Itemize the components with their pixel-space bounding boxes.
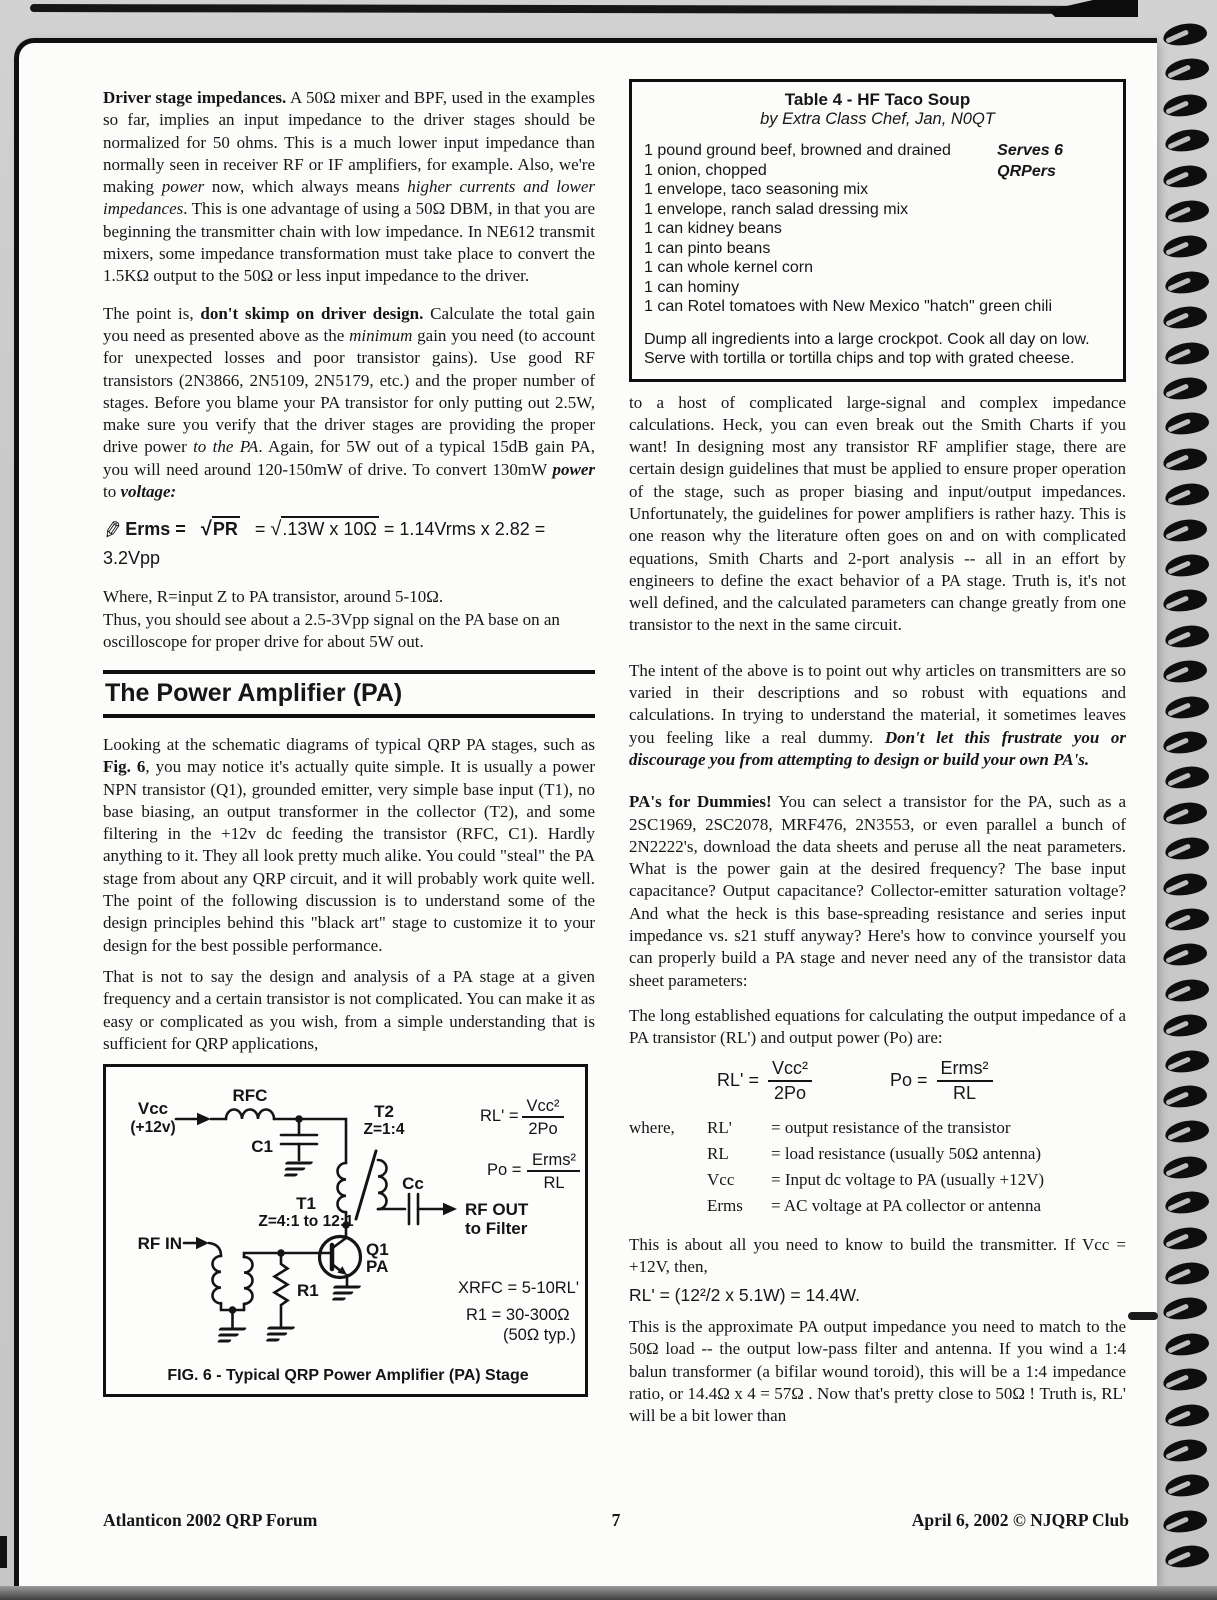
binding-hole: [1162, 375, 1208, 401]
text-run: Where, R=input Z to PA transistor, around 5-10Ω.: [103, 587, 444, 607]
text-run: Calculate the total gain you need as presented above as the: [103, 303, 595, 345]
binding-hole: [1164, 411, 1210, 437]
paragraph-approximate-impedance: This is the approximate PA output impedance you need to match to the 50Ω load -- the output low-pass filter and antenna. If you wind a 1:4 balun transformer (a bifilar wound toroid), this will be a 1:4 impedance ratio, or 14.4Ω x 4 = 57Ω . Now that's pretty close to 50Ω ! Truth is, RL' will be a bit lower than: [629, 1317, 1126, 1426]
equation-lhs: Erms =: [125, 519, 186, 540]
text-run: voltage:: [120, 482, 177, 502]
pencil-icon: ✎: [100, 516, 125, 546]
paragraph-looking-at-schematics: [103, 734, 595, 957]
text-run: power: [552, 459, 595, 479]
section-heading-power-amplifier: The Power Amplifier (PA): [103, 679, 595, 718]
r1-value-note: R1 = 30-300Ω: [466, 1306, 570, 1325]
ingredient-row: 1 can whole kernel corn: [644, 259, 813, 276]
where-term: RL': [707, 1117, 732, 1137]
figure-caption: FIG. 6 - Typical QRP Power Amplifier (PA) Stage: [167, 1367, 529, 1385]
cc-label: Cc: [402, 1174, 424, 1194]
spiral-binding: [1150, 0, 1217, 1600]
binding-hole: [1162, 1508, 1208, 1534]
ingredient-row: 1 envelope, ranch salad dressing mix: [644, 200, 909, 218]
text-run: to: [103, 482, 121, 502]
po-equation: [890, 1058, 993, 1104]
scan-edge-left-mark: [0, 1536, 7, 1568]
where-definitions: [629, 1117, 1126, 1217]
po-equation-lhs: Po =: [487, 1161, 522, 1180]
ingredient-row: 1 onion, chopped: [644, 161, 767, 179]
q1-label: Q1: [366, 1240, 389, 1260]
r1-label: R1: [297, 1281, 319, 1301]
po-equation-den: RL: [543, 1174, 565, 1193]
paragraph-where: [103, 586, 595, 653]
rl-prime-equation: [717, 1058, 812, 1104]
fraction: [768, 1058, 812, 1104]
text-run: , you may notice it's actually quite simple. It is usually a power NPN transistor (Q1), grounded emitter, very simple base input (T1), no base biasing, an output transformer in the collector (T2), and some filtering in the +12v dc feeding the transistor (RFC, C1). Hardly anything to it. They all look pretty much alike. You could "steal" the PA stage from about any QRP circuit, and it will probably work quite well. The point of the following discussion is to understand some of the design principles behind this "black art" stage to customize it to your design for the best possible performance.: [103, 757, 596, 955]
serves-line: QRPers: [997, 163, 1056, 180]
binding-hole: [1164, 552, 1210, 578]
binding-hole: [1164, 977, 1210, 1003]
footer-page-number: 7: [611, 1510, 621, 1530]
binding-hole: [1162, 305, 1208, 331]
binding-hole: [1162, 234, 1208, 260]
scan-edge-bottom: [0, 1586, 1217, 1600]
text-run: You can select a transistor for the PA, such as a 2SC1969, 2SC2078, MRF476, 2N3553, or even parallel a bunch of 2N2222's, download the data sheets and peruse all the neat parameters. What is the power gain at the desired frequency? The base input capacitance? Output capacitance? Collector-emitter saturation voltage? And what the heck is this base-spreading resistance and series input impedance vs. s21 stuff anyway? Here's how to convince yourself you can properly build a PA stage and never need any of the transistor data sheet parameters:: [629, 792, 1126, 990]
equation-tail: = 1.14Vrms x 2.82 =: [383, 519, 546, 540]
rl-equation-den: 2Po: [528, 1120, 558, 1139]
rf-in-label: RF IN: [137, 1234, 182, 1254]
text-run: Fig. 6: [103, 757, 146, 777]
binding-hole: [1164, 694, 1210, 720]
fraction: [937, 1058, 993, 1104]
text-run: Looking at the schematic diagrams of typical QRP PA stages, such as: [103, 734, 595, 754]
section-heading-rule: [103, 670, 595, 718]
text-run: higher currents and lower impedances: [103, 177, 595, 219]
ingredient-row: 1 pound ground beef, browned and drained: [644, 142, 951, 159]
binding-hole: [1164, 1544, 1210, 1570]
binding-hole: [1162, 729, 1208, 755]
footer-date-copyright: April 6, 2002 © NJQRP Club: [911, 1510, 1129, 1530]
table-byline: by Extra Class Chef, Jan, N0QT: [760, 109, 995, 128]
binding-hole: [1164, 269, 1210, 295]
page-footer: [103, 1510, 1129, 1531]
binding-hole: [1164, 340, 1210, 366]
figure-6-pa-schematic: [103, 1064, 588, 1397]
right-column: [629, 79, 1126, 1443]
where-definition: = load resistance (usually 50Ω antenna): [771, 1143, 1042, 1163]
paragraph-driver-design: [103, 303, 595, 504]
where-definition: = Input dc voltage to PA (usually +12V): [771, 1169, 1045, 1189]
t2-ratio-label: Z=1:4: [363, 1121, 405, 1139]
rl-prime-calculation: RL' = (12²/2 x 5.1W) = 14.4W.: [629, 1285, 860, 1306]
rfc-label: RFC: [232, 1086, 268, 1106]
binding-hole: [1162, 871, 1208, 897]
denominator: 2Po: [773, 1082, 806, 1103]
ingredient-row: 1 can kidney beans: [644, 220, 782, 237]
t1-ratio-label: Z=4:1 to 12:1: [258, 1213, 354, 1231]
text-run: . Again, for 5W out of a typical 15dB gain PA, you will need around 120-150mW of drive. To convert 130mW: [103, 437, 595, 479]
footer-forum-title: Atlanticon 2002 QRP Forum: [103, 1510, 318, 1530]
text-run: Thus, you should see about a 2.5-3Vpp signal on the PA base on an oscilloscope for proper drive for about 5W out.: [103, 609, 560, 651]
binding-hole: [1162, 1225, 1208, 1251]
binding-hole: [1164, 765, 1210, 791]
binding-hole: [1164, 836, 1210, 862]
c1-label: C1: [251, 1137, 273, 1157]
binding-hole: [1164, 1260, 1210, 1286]
binding-hole: [1162, 1437, 1208, 1463]
text-run: The point is,: [103, 303, 201, 323]
binding-hole: [1162, 1013, 1208, 1039]
scanned-page: [14, 38, 1157, 1593]
schematic-drawing: [106, 1067, 585, 1394]
text-run: now, which always means: [204, 177, 408, 197]
sqrt-symbol: √: [200, 518, 212, 541]
table-instructions: Dump all ingredients into a large crockpot. Cook all day on low. Serve with tortilla or tortilla chips and top with grated cheese.: [644, 330, 1090, 367]
scan-edge-top: [30, 4, 1134, 14]
radicand: .13W x 10Ω: [281, 516, 379, 539]
xrfc-note: XRFC = 5-10RL': [458, 1279, 579, 1298]
where-term: Erms: [707, 1195, 743, 1215]
paragraph-all-you-need: This is about all you need to know to build the transmitter. If Vcc = +12V, then,: [629, 1234, 1126, 1276]
text-run: The intent of the above is to point out why articles on transmitters are so varied in their descriptions and so robust with equations and calculations. In trying to understand the material, it sometimes leaves you feeling like a real dummy.: [629, 660, 1126, 747]
sqrt-symbol: √: [270, 518, 282, 541]
paragraph-long-established: The long established equations for calculating the output impedance of a PA transistor (RL') and output power (Po) are:: [629, 1005, 1126, 1048]
ingredient-row: 1 can hominy: [644, 278, 740, 296]
left-column: [100, 87, 596, 1397]
text-run: . This is one advantage of using a 50Ω DBM, in that you are beginning the transmitter chain with low impedance. In NE612 transmit mixers, some impedance transformation must take place to convert the 1.5KΩ output to the 50Ω or less input impedance to the driver.: [103, 199, 595, 286]
binding-hole: [1162, 588, 1208, 614]
table-title: Table 4 - HF Taco Soup: [784, 90, 971, 109]
text-run: to the PA: [193, 437, 259, 457]
rf-out-label: RF OUT: [465, 1200, 529, 1220]
paragraph-design-analysis: That is not to say the design and analysis of a PA stage at a given frequency and a certain transistor is not complicated. You can make it as easy or complicated as you wish, from a simple understanding that is sufficient for QRP applications,: [103, 966, 595, 1053]
where-definition: = output resistance of the transistor: [771, 1117, 1011, 1137]
vcc-voltage-label: (+12v): [130, 1119, 176, 1137]
rl-equation-num: Vcc²: [526, 1097, 560, 1116]
table-4-taco-soup: [629, 79, 1126, 382]
rl-equation-lhs: RL' =: [480, 1107, 519, 1126]
radicand: PR: [212, 516, 240, 539]
binding-hole: [1164, 1331, 1210, 1357]
ingredient-row: 1 can pinto beans: [644, 239, 771, 257]
t1-label: T1: [296, 1194, 316, 1214]
equals-sign: =: [254, 519, 266, 540]
paragraph-pas-for-dummies: [629, 791, 1126, 992]
serves-line: Serves 6: [997, 142, 1063, 159]
text-run: power: [161, 177, 205, 197]
scan-edge-wedge: [1048, 0, 1138, 17]
text-run: minimum: [349, 325, 413, 345]
binding-hole: [1162, 800, 1208, 826]
binding-hole: [1162, 1367, 1208, 1393]
text-run: don't skimp on driver design.: [200, 303, 424, 323]
binding-hole: [1162, 163, 1208, 189]
text-run: PA's for Dummies!: [629, 792, 772, 812]
binding-hole: [1164, 1190, 1210, 1216]
equation-lhs: RL' =: [717, 1070, 759, 1091]
binding-hole: [1164, 128, 1210, 154]
binding-hole: [1162, 21, 1208, 47]
binding-hole: [1164, 906, 1210, 932]
ingredient-row: 1 envelope, taco seasoning mix: [644, 181, 869, 198]
binding-hole: [1162, 942, 1208, 968]
t2-label: T2: [374, 1102, 394, 1122]
serves-note: [997, 140, 1063, 182]
stray-mark: [1128, 1312, 1158, 1320]
text-run: Don't let this frustrate you or discourage you from attempting to design or build your own PA's.: [629, 727, 1126, 769]
spacer: [629, 1195, 707, 1217]
numerator: Erms²: [937, 1058, 993, 1082]
ingredient-row: 1 can Rotel tomatoes with New Mexico "hatch" green chili: [644, 298, 1052, 315]
where-term: RL: [707, 1143, 729, 1163]
output-impedance-equations: [717, 1058, 1126, 1104]
binding-hole: [1164, 1048, 1210, 1074]
binding-hole: [1164, 57, 1210, 83]
text-run: gain you need (to account for unexpected losses and poor transistor gains). Use good RF transistors (2N3866, 2N5109, 2N5179, etc.) and the proper number of stages. Before you blame your PA transistor for only putting out 2.5W, make sure you verify that the driver stages are providing the proper drive power: [103, 325, 595, 457]
binding-hole: [1162, 1083, 1208, 1109]
paragraph-driver-impedances: [103, 87, 595, 288]
binding-hole: [1164, 482, 1210, 508]
where-definition: = AC voltage at PA collector or antenna: [771, 1195, 1042, 1215]
erms-equation: [100, 516, 595, 572]
binding-hole: [1162, 92, 1208, 118]
r1-typical-note: (50Ω typ.): [503, 1326, 576, 1345]
spacer: [629, 1143, 707, 1165]
denominator: RL: [952, 1082, 976, 1103]
where-term: Vcc: [707, 1169, 735, 1189]
equation-lhs: Po =: [889, 1070, 928, 1091]
where-label: where,: [629, 1117, 675, 1137]
binding-hole: [1164, 198, 1210, 224]
numerator: Vcc²: [768, 1058, 812, 1082]
rf-out-filter-label: to Filter: [465, 1219, 528, 1239]
binding-hole: [1162, 1296, 1208, 1322]
po-equation-num: Erms²: [532, 1151, 576, 1170]
binding-hole: [1162, 517, 1208, 543]
binding-hole: [1164, 1402, 1210, 1428]
paragraph-intent: [629, 660, 1126, 771]
text-run: Driver stage impedances.: [103, 88, 287, 107]
binding-hole: [1164, 623, 1210, 649]
binding-hole: [1164, 1119, 1210, 1145]
vcc-label: Vcc: [137, 1099, 169, 1119]
binding-hole: [1162, 446, 1208, 472]
equation-result: 3.2Vpp: [103, 548, 161, 569]
paragraph-host-of-calculations: to a host of complicated large-signal and complex impedance calculations. Heck, you can even break out the Smith Charts if you want! In designing most any transistor RF amplifier stage, there are certain design guidelines that must be applied to ensure proper operation of the stage, such as proper biasing and input/output impedances. Unfortunately, the guidelines for power amplifiers is rather hazy. This is one reason why the literature often goes on and on with complicated equations, Smith Charts and 2-port analysis -- all in an effort by engineers to define the exact behavior of a PA stage. Truth is, it's not well defined, and the calculated parameters can change greatly from one transistor to the next in the same circuit.: [629, 392, 1126, 635]
pa-label: PA: [366, 1257, 389, 1277]
binding-hole: [1162, 1154, 1208, 1180]
spacer: [629, 1169, 707, 1191]
text-run: A 50Ω mixer and BPF, used in the examples so far, implies an input impedance to the driver stages should be normalized for 50 ohms. This is a much lower input impedance than normally seen in receiver RF or IF amplifiers, for example. Also, we're making: [103, 88, 595, 197]
binding-hole: [1164, 1473, 1210, 1499]
binding-hole: [1162, 659, 1208, 685]
